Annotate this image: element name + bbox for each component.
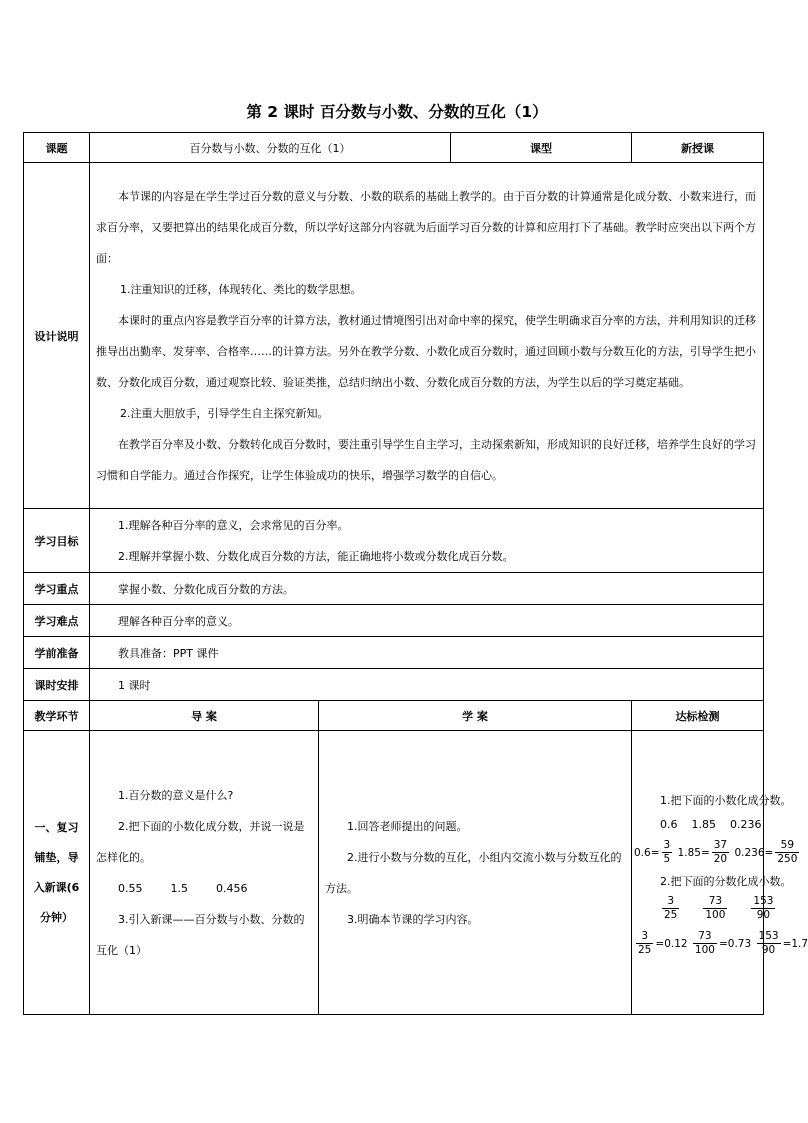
guide-q3: 3.引入新课——百分数与小数、分数的互化（1）: [96, 912, 305, 957]
row-topic: [24, 133, 764, 163]
guide-content: [90, 731, 319, 1015]
guide-q2: 2.把下面的小数化成分数，并说一说是怎样化的。: [96, 819, 305, 864]
row-difficulty: [24, 605, 764, 637]
goals-label: 学习目标: [24, 509, 90, 573]
test-t1: 1.把下面的小数化成分数。: [660, 794, 792, 807]
difficulty-value: 理解各种百分率的意义。: [118, 614, 239, 628]
type-value: 新授课: [632, 133, 764, 163]
test-t1-answers: 0.6= $\frac{3}{5}$ 1.85= $\frac{37}{20}$ 0.236= $\frac{59}{250}$: [634, 839, 798, 865]
design-point-2: 2.注重大胆放手，引导学生自主探究新知。: [120, 406, 329, 420]
key-value: 掌握小数、分数化成百分数的方法。: [118, 582, 294, 596]
test-t1-numbers: 0.6 1.85 0.236: [660, 818, 762, 831]
row-section-1: [24, 731, 764, 1015]
topic-value: 百分数与小数、分数的互化（1）: [90, 133, 451, 163]
row-prep: [24, 637, 764, 669]
lesson-plan-table: [23, 132, 808, 1015]
guide-q1: 1.百分数的意义是什么?: [118, 788, 234, 802]
type-label: 课型: [451, 133, 632, 163]
study-item: 2.进行小数与分数的互化，小组内交流小数与分数互化的方法。: [325, 850, 622, 895]
study-item: 1.回答老师提出的问题。: [347, 819, 468, 833]
row-key: [24, 573, 764, 605]
header-stage: 教学环节: [24, 701, 90, 731]
page-title: 第 2 课时 百分数与小数、分数的互化（1）: [246, 103, 548, 121]
design-paragraph: 在教学百分率及小数、分数转化成百分数时，要注重引导学生自主学习，主动探索新知，形成知识的良好迁移，培养学生良好的学习习惯和自学能力。通过合作探究，让学生体验成功的快乐，增强学习数学的自信心。: [96, 437, 756, 482]
prep-label: 学前准备: [24, 637, 90, 669]
design-content: [90, 163, 764, 509]
guide-numbers: 0.55 1.5 0.456: [118, 881, 248, 895]
difficulty-label: 学习难点: [24, 605, 90, 637]
goals-content: [90, 509, 764, 573]
design-paragraph: 本节课的内容是在学生学过百分数的意义与分数、小数的联系的基础上教学的。由于百分数的计算通常是化成分数、小数来进行，而求百分率，又要把算出的结果化成百分数，所以学好这部分内容就为后面学习百分数的计算和应用打下了基础。教学时应突出以下两个方面：: [96, 189, 756, 265]
key-label: 学习重点: [24, 573, 90, 605]
header-study: 学 案: [319, 701, 632, 731]
row-design: [24, 163, 764, 509]
header-guide: 导 案: [90, 701, 319, 731]
topic-label: 课题: [24, 133, 90, 163]
goal-item: 2.理解并掌握小数、分数化成百分数的方法，能正确地将小数或分数化成百分数。: [118, 549, 514, 563]
header-test: 达标检测: [632, 701, 764, 731]
row-header: [24, 701, 764, 731]
test-t2-fractions: $\frac{3}{25}$ $\frac{73}{100}$ $\frac{153}{90}$: [664, 895, 774, 921]
design-paragraph: 本课时的重点内容是教学百分率的计算方法，教材通过情境图引出对命中率的探究，使学生明确求百分率的方法，并利用知识的迁移推导出出勤率、发芽率、合格率……的计算方法。另外在教学分数、小数化成百分数时，通过回顾小数与分数互化的方法，引导学生把小数、分数化成百分数，通过观察比较、验证类推，总结归纳出小数、分数化成百分数的方法，为学生以后的学习奠定基础。: [96, 313, 756, 389]
prep-value: 教具准备：PPT 课件: [118, 646, 219, 660]
goal-item: 1.理解各种百分率的意义，会求常见的百分率。: [118, 518, 349, 532]
test-t2: 2.把下面的分数化成小数。: [660, 875, 792, 888]
test-t2-answers: $\frac{3}{25}$ =0.12 $\frac{73}{100}$ =0.73 $\frac{153}{90}$ =1.7: [638, 930, 808, 956]
test-content: [632, 731, 808, 1015]
study-item: 3.明确本节课的学习内容。: [347, 912, 479, 926]
time-label: 课时安排: [24, 669, 90, 701]
section1-label: 一、复习 铺垫，导 入新课(6 分钟）: [24, 731, 90, 1015]
time-value: 1 课时: [118, 678, 151, 692]
design-point-1: 1.注重知识的迁移，体现转化、类比的数学思想。: [120, 282, 362, 296]
row-time: [24, 669, 764, 701]
row-goals: [24, 509, 764, 573]
design-label: 设计说明: [24, 163, 90, 509]
study-content: [319, 731, 632, 1015]
